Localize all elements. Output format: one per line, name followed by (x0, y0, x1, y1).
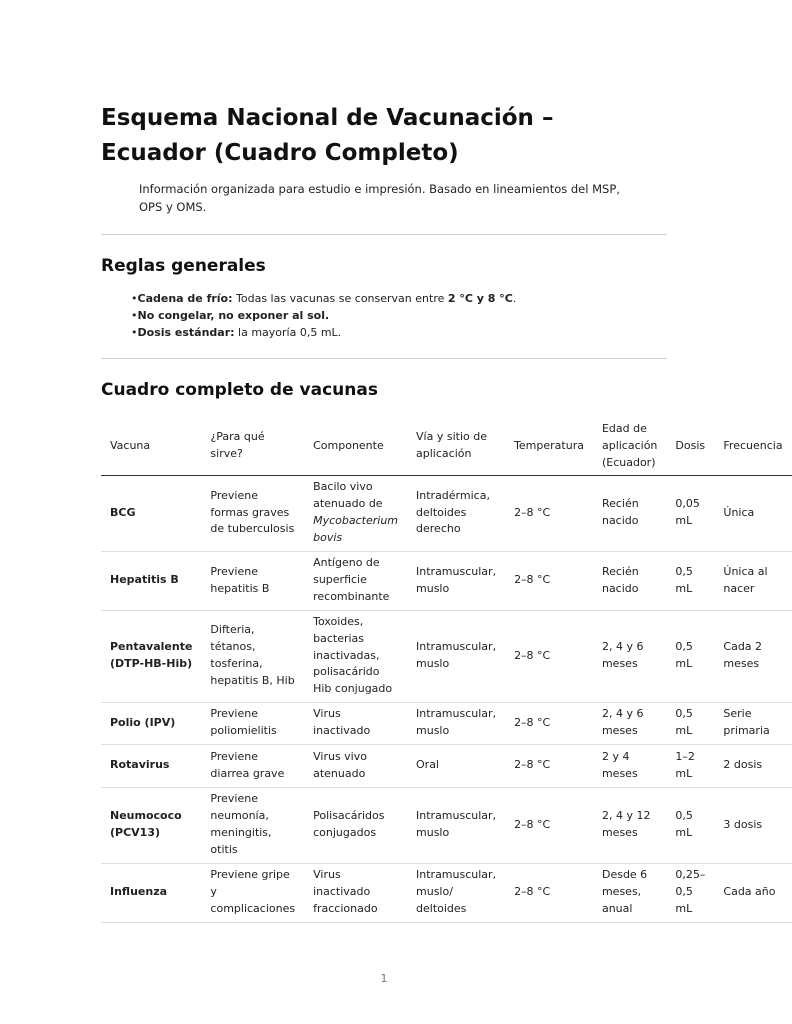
dose-cell: 0,5 mL (666, 702, 714, 744)
age-cell: 2, 4 y 6 meses (593, 702, 666, 744)
table-header-row (101, 418, 792, 475)
section-divider (101, 358, 667, 359)
age-cell: 2 y 4 meses (593, 744, 666, 787)
frequency-cell: Única (714, 475, 791, 551)
purpose-cell: Previene neumonía, meningitis, otitis (201, 787, 304, 863)
frequency-cell: Cada 2 meses (714, 610, 791, 702)
age-cell: Desde 6 meses, anual (593, 863, 666, 922)
temperature-cell: 2–8 °C (505, 787, 593, 863)
vaccine-name-cell: Rotavirus (101, 744, 201, 787)
vaccine-table-heading: Cuadro completo de vacunas (101, 380, 378, 400)
frequency-cell: Única al nacer (714, 551, 791, 610)
table-row (101, 744, 792, 787)
component-cell: Polisacáridos conjugados (304, 787, 407, 863)
table-row (101, 787, 792, 863)
purpose-cell: Previene diarrea grave (201, 744, 304, 787)
dose-cell: 0,05 mL (666, 475, 714, 551)
table-row (101, 551, 792, 610)
column-header: Vía y sitio de aplicación (407, 418, 505, 475)
route-cell: Intramuscular, muslo (407, 787, 505, 863)
dose-cell: 0,25–0,5 mL (666, 863, 714, 922)
frequency-cell: Cada año (714, 863, 791, 922)
table-row (101, 475, 792, 551)
rule-item-no-freeze: • No congelar, no exponer al sol. (131, 307, 516, 324)
route-cell: Intramuscular, muslo (407, 551, 505, 610)
frequency-cell: 2 dosis (714, 744, 791, 787)
page-title: Esquema Nacional de Vacunación – Ecuador (Cuadro Completo) (101, 105, 554, 166)
column-header: Vacuna (101, 418, 201, 475)
column-header: Edad de aplicación (Ecuador) (593, 418, 666, 475)
frequency-cell: Serie primaria (714, 702, 791, 744)
purpose-cell: Previene hepatitis B (201, 551, 304, 610)
vaccine-name-cell: Hepatitis B (101, 551, 201, 610)
column-header: Componente (304, 418, 407, 475)
route-cell: Oral (407, 744, 505, 787)
route-cell: Intramuscular, muslo (407, 702, 505, 744)
purpose-cell: Previene poliomielitis (201, 702, 304, 744)
table-row (101, 863, 792, 922)
purpose-cell: Previene formas graves de tuberculosis (201, 475, 304, 551)
general-rules-list (131, 290, 516, 341)
age-cell: 2, 4 y 12 meses (593, 787, 666, 863)
column-header: Dosis (666, 418, 714, 475)
vaccine-name-cell: Neumococo (PCV13) (101, 787, 201, 863)
temperature-cell: 2–8 °C (505, 863, 593, 922)
rule-item-cold-chain: • Cadena de frío: Todas las vacunas se conservan entre 2 °C y 8 °C. (131, 290, 516, 307)
component-cell: Virus vivo atenuado (304, 744, 407, 787)
temperature-cell: 2–8 °C (505, 702, 593, 744)
vaccine-name-cell: Polio (IPV) (101, 702, 201, 744)
component-cell: Virus inactivado fraccionado (304, 863, 407, 922)
temperature-cell: 2–8 °C (505, 551, 593, 610)
vaccine-name-cell: Pentavalente (DTP-HB-Hib) (101, 610, 201, 702)
column-header: Temperatura (505, 418, 593, 475)
vaccine-name-cell: BCG (101, 475, 201, 551)
column-header: Frecuencia (714, 418, 791, 475)
component-cell: Virus inactivado (304, 702, 407, 744)
temperature-cell: 2–8 °C (505, 475, 593, 551)
rule-item-standard-dose: • Dosis estándar: la mayoría 0,5 mL. (131, 324, 516, 341)
purpose-cell: Difteria, tétanos, tosferina, hepatitis B, Hib (201, 610, 304, 702)
dose-cell: 0,5 mL (666, 787, 714, 863)
column-header: ¿Para qué sirve? (201, 418, 304, 475)
age-cell: 2, 4 y 6 meses (593, 610, 666, 702)
route-cell: Intradérmica, deltoides derecho (407, 475, 505, 551)
component-cell: Bacilo vivo atenuado de Mycobacterium bovis (304, 475, 407, 551)
intro-paragraph: Información organizada para estudio e impresión. Basado en lineamientos del MSP, OPS y OMS. (139, 182, 620, 214)
page-number: 1 (380, 972, 388, 985)
purpose-cell: Previene gripe y complicaciones (201, 863, 304, 922)
vaccine-table (101, 418, 792, 923)
table-row (101, 610, 792, 702)
section-divider (101, 234, 667, 235)
frequency-cell: 3 dosis (714, 787, 791, 863)
temperature-cell: 2–8 °C (505, 744, 593, 787)
dose-cell: 0,5 mL (666, 610, 714, 702)
temperature-cell: 2–8 °C (505, 610, 593, 702)
component-cell: Toxoides, bacterias inactivadas, polisacárido Hib conjugado (304, 610, 407, 702)
age-cell: Recién nacido (593, 475, 666, 551)
component-cell: Antígeno de superficie recombinante (304, 551, 407, 610)
route-cell: Intramuscular, muslo/ deltoides (407, 863, 505, 922)
vaccine-name-cell: Influenza (101, 863, 201, 922)
dose-cell: 0,5 mL (666, 551, 714, 610)
route-cell: Intramuscular, muslo (407, 610, 505, 702)
dose-cell: 1–2 mL (666, 744, 714, 787)
age-cell: Recién nacido (593, 551, 666, 610)
table-row (101, 702, 792, 744)
general-rules-heading: Reglas generales (101, 256, 266, 276)
